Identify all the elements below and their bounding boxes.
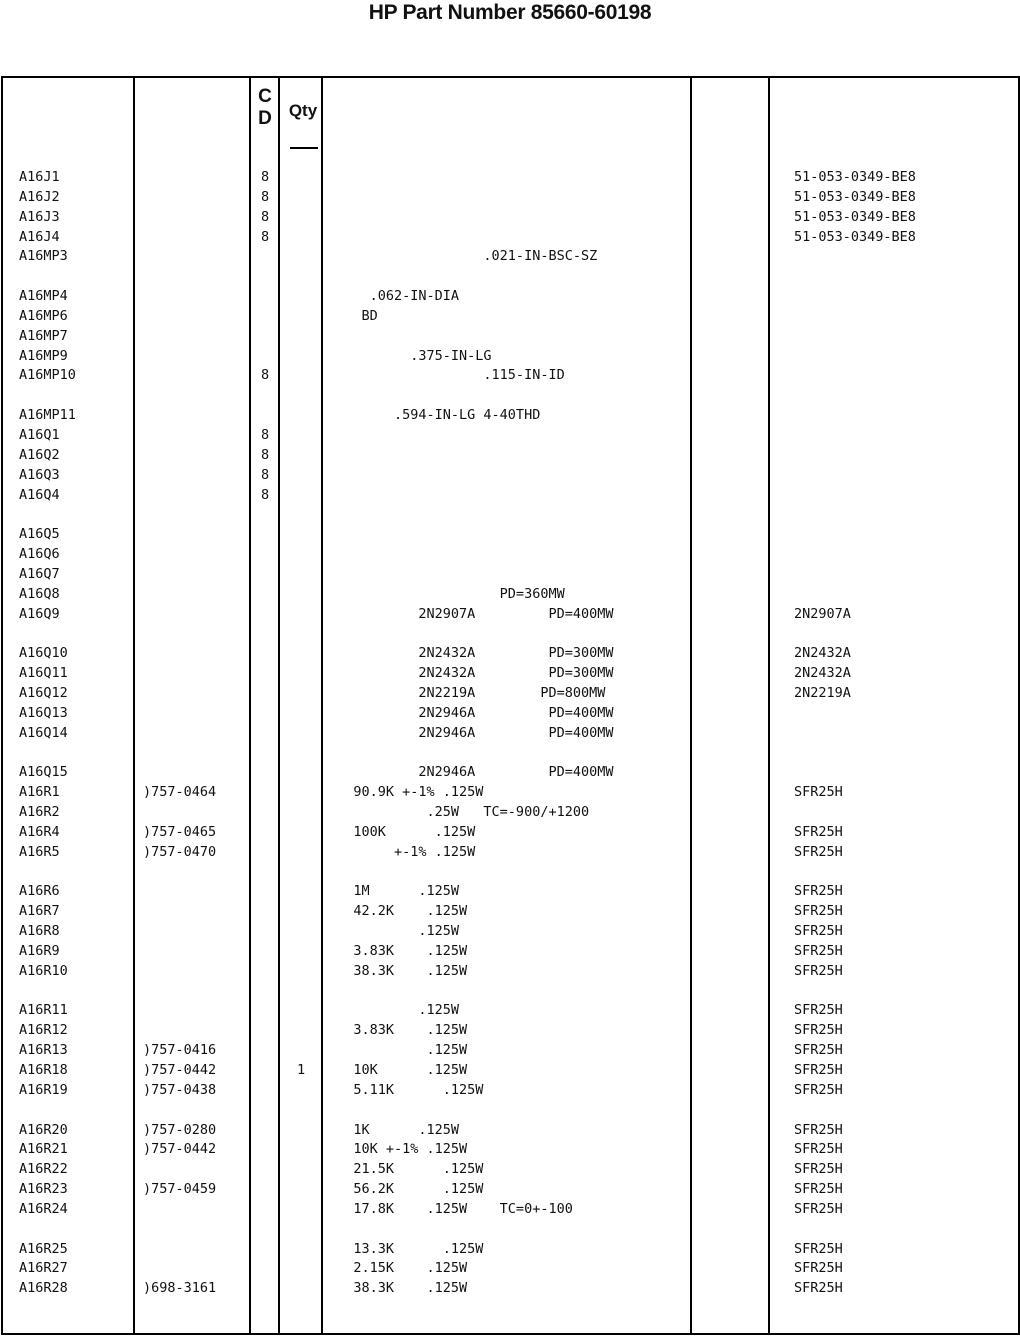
mfr-part-number: 51-053-0349-BE8 [794,228,916,245]
check-digit: 8 [261,466,270,483]
reference-designator: A16R23 [19,1181,68,1198]
table-row [0,545,1020,565]
check-digit: 8 [261,486,270,503]
description: 13.3K .125W [329,1240,484,1257]
hp-part-number: )757-0416 [143,1042,217,1059]
hp-part-number: )757-0280 [143,1121,217,1138]
table-row [0,525,1020,545]
table-row [0,962,1020,982]
table-top-border [1,76,1020,78]
reference-designator: A16R20 [19,1121,68,1138]
check-digit: 8 [261,208,270,225]
description: 2N2907A PD=400MW [329,605,614,622]
mfr-part-number: SFR25H [794,923,843,940]
table-row [0,168,1020,188]
reference-designator: A16J4 [19,228,60,245]
description: 90.9K +-1% .125W [329,784,484,801]
table-row [0,307,1020,327]
description: 21.5K .125W [329,1161,484,1178]
check-digit: 8 [261,426,270,443]
table-row [0,466,1020,486]
description: +-1% .125W [329,843,476,860]
description: 5.11K .125W [329,1081,484,1098]
reference-designator: A16R19 [19,1081,68,1098]
description: 1M .125W [329,883,460,900]
reference-designator: A16Q8 [19,585,60,602]
hp-part-number: )757-0442 [143,1061,217,1078]
mfr-part-number: SFR25H [794,962,843,979]
mfr-part-number: 2N2432A [794,665,851,682]
table-row [0,664,1020,684]
description: 10K +-1% .125W [329,1141,468,1158]
reference-designator: A16R27 [19,1260,68,1277]
reference-designator: A16Q2 [19,446,60,463]
mfr-part-number: SFR25H [794,903,843,920]
hp-part-number: )757-0465 [143,823,217,840]
description: 100K .125W [329,823,476,840]
table-row [0,1259,1020,1279]
description: 2N2946A PD=400MW [329,704,614,721]
reference-designator: A16Q3 [19,466,60,483]
table-row [0,922,1020,942]
description: BD [329,307,378,324]
table-row [0,486,1020,506]
reference-designator: A16Q6 [19,546,60,563]
quantity: 1 [297,1061,306,1078]
reference-designator: A16R9 [19,942,60,959]
hp-part-number: )698-3161 [143,1280,217,1297]
reference-designator: A16Q1 [19,426,60,443]
mfr-part-number: SFR25H [794,1061,843,1078]
cd-header-c: C [258,86,272,107]
table-row [0,1001,1020,1021]
description: .062-IN-DIA [329,288,460,305]
description: PD=360MW [329,585,565,602]
reference-designator: A16Q10 [19,645,68,662]
table-row [0,823,1020,843]
description: 42.2K .125W [329,903,468,920]
mfr-part-number: 51-053-0349-BE8 [794,169,916,185]
reference-designator: A16J2 [19,188,60,205]
mfr-part-number: SFR25H [794,1022,843,1039]
description: 17.8K .125W TC=0+-100 [329,1200,573,1217]
table-row [0,724,1020,744]
hp-part-number: )757-0442 [143,1141,217,1158]
reference-designator: A16MP4 [19,288,68,305]
mfr-part-number: SFR25H [794,843,843,860]
description: 2N2432A PD=300MW [329,645,614,662]
reference-designator: A16MP10 [19,367,76,384]
table-row [0,565,1020,585]
hp-part-number: )757-0438 [143,1081,217,1098]
table-row [0,783,1020,803]
table-row [0,1140,1020,1160]
check-digit: 8 [261,446,270,463]
table-row [0,684,1020,704]
reference-designator: A16Q7 [19,565,60,582]
description: 3.83K .125W [329,1022,468,1039]
description: 56.2K .125W [329,1181,484,1198]
reference-designator: A16Q4 [19,486,60,503]
mfr-part-number: SFR25H [794,1081,843,1098]
reference-designator: A16R1 [19,784,60,801]
table-row [0,406,1020,426]
table-row [0,446,1020,466]
table-row [0,763,1020,783]
description: 3.83K .125W [329,942,468,959]
check-digit: 8 [261,228,270,245]
mfr-part-number: 51-053-0349-BE8 [794,208,916,225]
reference-designator: A16R28 [19,1280,68,1297]
cd-header-d: D [258,108,272,129]
table-row [0,644,1020,664]
qty-column-header: Qty [288,101,318,120]
table-row [0,188,1020,208]
description: 2N2946A PD=400MW [329,764,614,781]
page-title: HP Part Number 85660-60198 [368,1,652,24]
hp-part-number: )757-0464 [143,784,217,801]
mfr-part-number: 2N2219A [794,684,851,701]
reference-designator: A16R8 [19,923,60,940]
description: .125W [329,923,460,940]
description: 2.15K .125W [329,1260,468,1277]
hp-part-number: )757-0470 [143,843,217,860]
mfr-part-number: SFR25H [794,1280,843,1297]
mfr-part-number: SFR25H [794,1141,843,1158]
reference-designator: A16Q12 [19,684,68,701]
reference-designator: A16Q14 [19,724,68,741]
reference-designator: A16R6 [19,883,60,900]
reference-designator: A16Q11 [19,665,68,682]
table-row [0,704,1020,724]
table-row [0,1121,1020,1141]
reference-designator: A16Q15 [19,764,68,781]
check-digit: 8 [261,367,270,384]
reference-designator: A16R21 [19,1141,68,1158]
description: 2N2432A PD=300MW [329,665,614,682]
reference-designator: A16R18 [19,1061,68,1078]
table-row [0,585,1020,605]
reference-designator: A16MP7 [19,327,68,344]
mfr-part-number: SFR25H [794,942,843,959]
reference-designator: A16R12 [19,1022,68,1039]
table-row [0,1041,1020,1061]
reference-designator: A16J3 [19,208,60,225]
table-row [0,843,1020,863]
reference-designator: A16Q5 [19,526,60,543]
table-row [0,1061,1020,1081]
reference-designator: A16Q13 [19,704,68,721]
table-row [0,287,1020,307]
table-row [0,1180,1020,1200]
table-row [0,803,1020,823]
mfr-part-number: 2N2432A [794,645,851,662]
reference-designator: A16R13 [19,1042,68,1059]
mfr-part-number: SFR25H [794,1042,843,1059]
table-row [0,347,1020,367]
mfr-part-number: SFR25H [794,823,843,840]
description: 2N2946A PD=400MW [329,724,614,741]
reference-designator: A16R7 [19,903,60,920]
description: 38.3K .125W [329,1280,468,1297]
reference-designator: A16MP11 [19,407,76,424]
reference-designator: A16R5 [19,843,60,860]
table-row [0,1279,1020,1299]
description: .25W TC=-900/+1200 [329,804,590,820]
table-row [0,1021,1020,1041]
reference-designator: A16J1 [19,169,60,185]
description: .125W [329,1042,468,1059]
reference-designator: A16R11 [19,1002,68,1019]
table-row [0,426,1020,446]
description: .125W [329,1002,460,1019]
mfr-part-number: SFR25H [794,1161,843,1178]
mfr-part-number: SFR25H [794,883,843,900]
description: 38.3K .125W [329,962,468,979]
mfr-part-number: 51-053-0349-BE8 [794,188,916,205]
qty-header-divider [290,147,318,149]
table-row [0,882,1020,902]
table-row [0,902,1020,922]
reference-designator: A16Q9 [19,605,60,622]
reference-designator: A16R2 [19,804,60,820]
mfr-part-number: SFR25H [794,1200,843,1217]
description: 10K .125W [329,1061,468,1078]
mfr-part-number: SFR25H [794,1260,843,1277]
description: 2N2219A PD=800MW [329,684,606,701]
check-digit: 8 [261,169,270,185]
description: .375-IN-LG [329,347,492,364]
table-bottom-border [1,1333,1020,1335]
description: .115-IN-ID [329,367,565,384]
table-row [0,228,1020,248]
table-row [0,366,1020,386]
reference-designator: A16R24 [19,1200,68,1217]
mfr-part-number: SFR25H [794,1002,843,1019]
table-row [0,1160,1020,1180]
table-row [0,208,1020,228]
reference-designator: A16R25 [19,1240,68,1257]
reference-designator: A16R22 [19,1161,68,1178]
description: .594-IN-LG 4-40THD [329,407,541,424]
mfr-part-number: SFR25H [794,1121,843,1138]
mfr-part-number: SFR25H [794,1240,843,1257]
table-row [0,247,1020,267]
reference-designator: A16R10 [19,962,68,979]
mfr-part-number: SFR25H [794,1181,843,1198]
mfr-part-number: 2N2907A [794,605,851,622]
table-row [0,1081,1020,1101]
table-row [0,605,1020,625]
table-body [0,168,1020,1299]
reference-designator: A16MP6 [19,307,68,324]
reference-designator: A16MP3 [19,248,68,265]
table-row [0,327,1020,347]
description: 1K .125W [329,1121,460,1138]
table-row [0,1240,1020,1260]
check-digit: 8 [261,188,270,205]
hp-part-number: )757-0459 [143,1181,217,1198]
table-row [0,1200,1020,1220]
reference-designator: A16MP9 [19,347,68,364]
reference-designator: A16R4 [19,823,60,840]
description: .021-IN-BSC-SZ [329,248,598,265]
table-row [0,942,1020,962]
cd-column-header [253,86,277,130]
mfr-part-number: SFR25H [794,784,843,801]
